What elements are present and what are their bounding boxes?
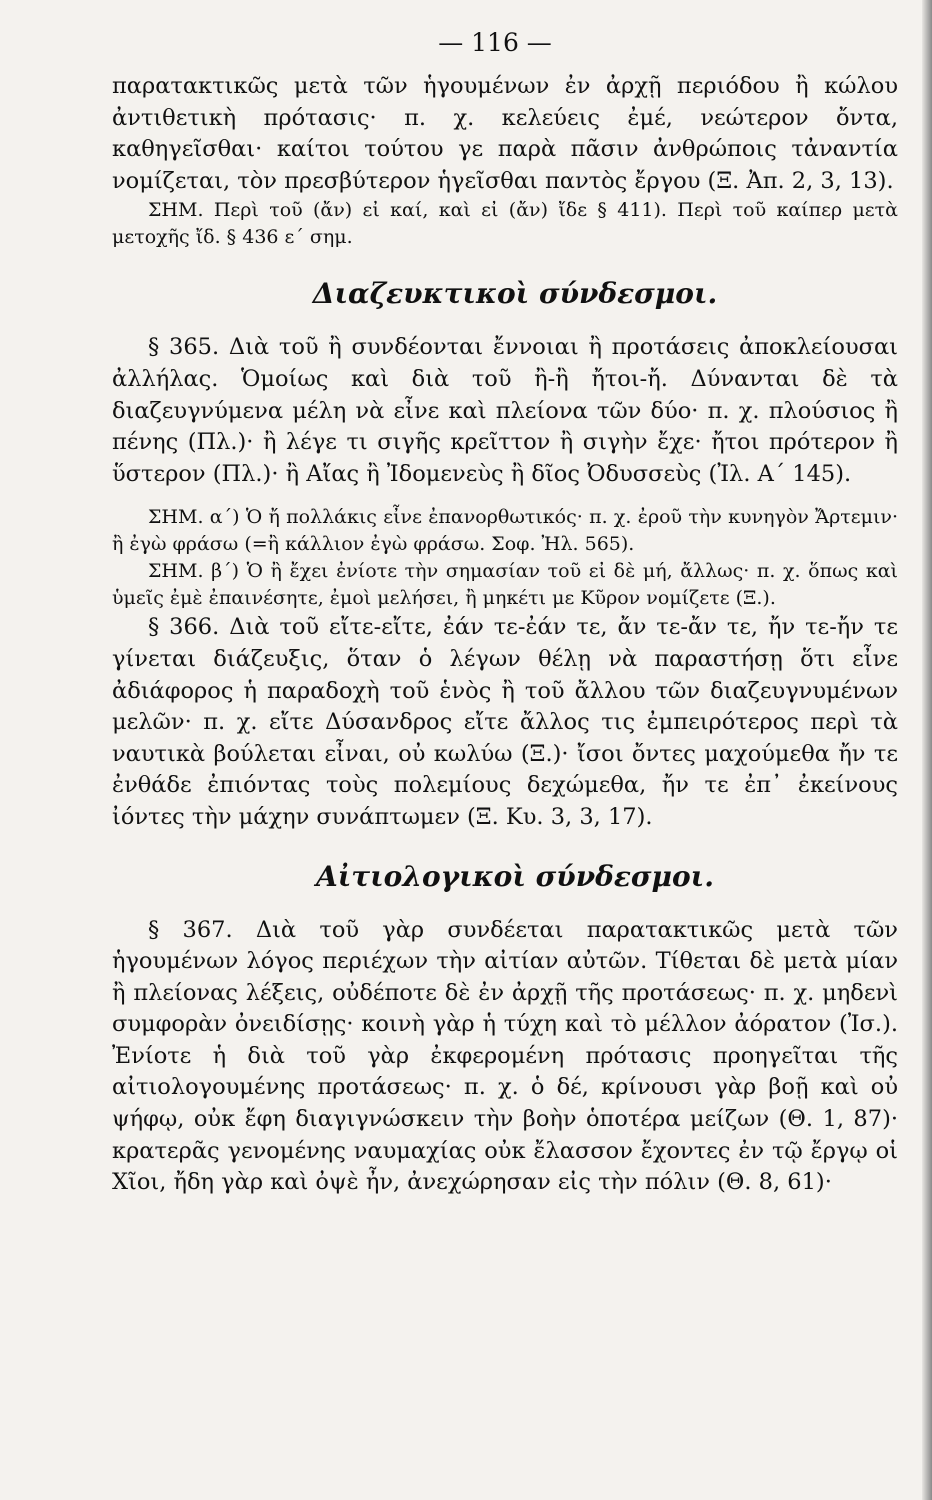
note-paragraph: ΣΗΜ. β΄) Ὁ ἢ ἔχει ἐνίοτε τὴν σημασίαν τοῦ εἰ δὲ μή, ἄλλως· π. χ. ὅπως καὶ ὑμεῖς ἐμὲ ἐπαινέσητε, ἐμοὶ μελήσει, ἢ μηκέτι με Κῦρον νομίζετε (Ξ.).	[112, 560, 898, 610]
page-number: — 116 —	[438, 28, 552, 57]
section-paragraph: § 366. Διὰ τοῦ εἴτε-εἴτε, ἐάν τε-ἐάν τε, ἄν τε-ἄν τε, ἤν τε-ἤν τε γίνεται διάζευξις, ὅταν ὁ λέγων θέλῃ νὰ παραστήσῃ ὅτι εἶνε ἀδιάφορος ἡ παραδοχὴ τοῦ ἑνὸς ἢ τοῦ ἄλλου τῶν διαζευγνυμένων μελῶν· π. χ. εἴτε Δύσανδρος εἴτε ἄλλος τις ἐμπειρότερος περὶ τὰ ναυτικὰ βούλεται εἶναι, οὐ κωλύω (Ξ.)· ἴσοι ὄντες μαχούμεθα ἤν τε ἐνθάδε ἐπιόντας τοὺς πολεμίους δεχώμεθα, ἤν τε ἐπ᾿ ἐκείνους ἰόντες τὴν μάχην συνάπτωμεν (Ξ. Κυ. 3, 3, 17).	[112, 614, 898, 830]
page-edge-shadow	[922, 0, 932, 1500]
section-paragraph: § 365. Διὰ τοῦ ἢ συνδέονται ἔννοιαι ἢ προτάσεις ἀποκλείουσαι ἀλλήλας. Ὁμοίως καὶ διὰ τοῦ ἢ-ἢ ἤτοι-ἤ. Δύνανται δὲ τὰ διαζευγνύμενα μέλη νὰ εἶνε καὶ πλείονα τῶν δύο· π. χ. πλούσιος ἢ πένης (Πλ.)· ἢ λέγε τι σιγῆς κρεῖττον ἢ σιγὴν ἔχε· ἤτοι πρότερον ἢ ὕστερον (Πλ.)· ἢ Αἴας ἢ Ἰδομενεὺς ἢ δῖος Ὀδυσσεὺς (Ἰλ. Α΄ 145).	[112, 334, 898, 487]
paragraph-continuation: παρατακτικῶς μετὰ τῶν ἡγουμένων ἐν ἀρχῇ περιόδου ἢ κώλου ἀντιθετικὴ πρότασις· π. χ. κελεύεις ἐμέ, νεώτερον ὄντα, καθηγεῖσθαι· καίτοι τούτου γε παρὰ πᾶσιν ἀνθρώποις τἀναντία νομίζεται, τὸν πρεσβύτερον ἡγεῖσθαι παντὸς ἔργου (Ξ. Ἀπ. 2, 3, 13).	[112, 73, 898, 194]
note-paragraph: ΣΗΜ. Περὶ τοῦ (ἄν) εἰ καί, καὶ εἰ (ἄν) ἴδε § 411). Περὶ τοῦ καίπερ μετὰ μετοχῆς ἴδ. § 436 ε΄ σημ.	[112, 199, 898, 249]
section-heading: Διαζευκτικοὶ σύνδεσμοι.	[312, 277, 718, 311]
section-heading: Αἰτιολογικοὶ σύνδεσμοι.	[316, 859, 714, 893]
note-paragraph: ΣΗΜ. α΄) Ὁ ἤ πολλάκις εἶνε ἐπανορθωτικός· π. χ. ἐροῦ τὴν κυνηγὸν Ἄρτεμιν· ἢ ἐγὼ φράσω (=ἢ κάλλιον ἐγὼ φράσω. Σοφ. Ἠλ. 565).	[112, 506, 898, 556]
section-paragraph: § 367. Διὰ τοῦ γὰρ συνδέεται παρατακτικῶς μετὰ τῶν ἡγουμένων λόγος περιέχων τὴν αἰτίαν αὐτῶν. Τίθεται δὲ μετὰ μίαν ἢ πλείονας λέξεις, οὐδέποτε δὲ ἐν ἀρχῇ τῆς προτάσεως· π. χ. μηδενὶ συμφορὰν ὀνειδίσῃς· κοινὴ γὰρ ἡ τύχη καὶ τὸ μέλλον ἀόρατον (Ἰσ.). Ἐνίοτε ἡ διὰ τοῦ γὰρ ἐκφερομένη πρότασις προηγεῖται τῆς αἰτιολογουμένης προτάσεως· π. χ. ὁ δέ, κρίνουσι γὰρ βοῇ καὶ οὐ ψήφῳ, οὐκ ἔφη διαγιγνώσκειν τὴν βοὴν ὁποτέρα μείζων (Θ. 1, 87)· κρατερᾶς γενομένης ναυμαχίας οὐκ ἔλασσον ἔχοντες ἐν τῷ ἔργῳ οἱ Χῖοι, ἤδη γὰρ καὶ ὀψὲ ἦν, ἀνεχώρησαν εἰς τὴν πόλιν (Θ. 8, 61)·	[112, 916, 898, 1196]
